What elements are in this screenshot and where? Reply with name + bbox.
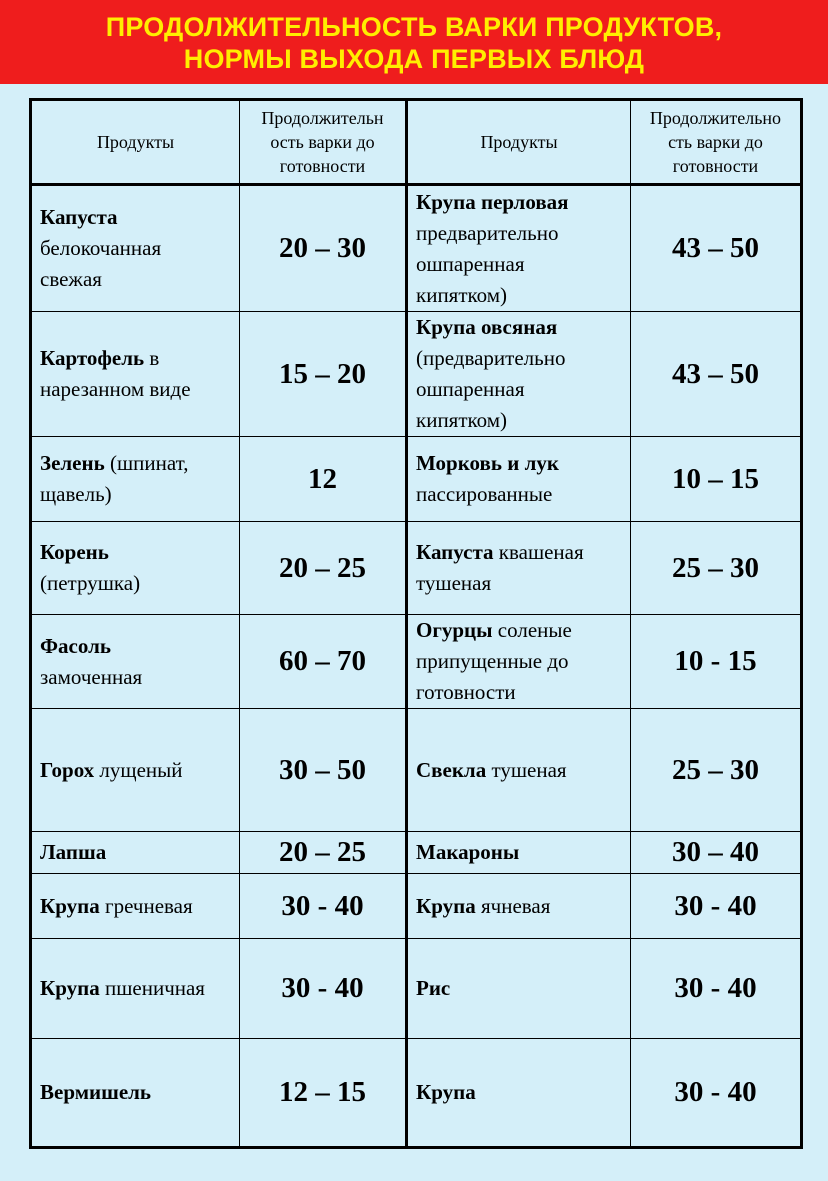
table-row <box>31 874 802 939</box>
product-cell <box>31 615 240 709</box>
cooking-time-cell: 12 <box>240 437 407 522</box>
product-cell <box>31 437 240 522</box>
cooking-time-cell: 43 – 50 <box>631 185 802 312</box>
product-name: Лапша <box>40 840 107 864</box>
product-detail: свежая <box>40 267 102 291</box>
product-detail: ячневая <box>475 893 551 918</box>
product-detail: нарезанном виде <box>40 377 191 401</box>
cooking-time-cell: 10 – 15 <box>631 437 802 522</box>
product-cell <box>407 1039 631 1148</box>
table-row <box>31 185 802 312</box>
product-detail: кипятком) <box>416 282 508 307</box>
product-detail: ошпаренная <box>416 377 525 401</box>
table-row <box>31 939 802 1039</box>
product-cell <box>31 874 240 939</box>
table-row <box>31 312 802 437</box>
product-detail: пшеничная <box>99 976 205 1000</box>
product-name: Вермишель <box>40 1080 152 1104</box>
product-detail: ошпаренная <box>416 251 525 276</box>
header-time-left-line: ость варки до <box>270 132 375 152</box>
header-time-left-line: Продолжительн <box>261 108 384 128</box>
cooking-time-cell: 20 – 30 <box>240 185 407 312</box>
product-cell <box>31 185 240 312</box>
table-row <box>31 615 802 709</box>
product-cell <box>31 939 240 1039</box>
product-name: Морковь и лук <box>416 451 559 475</box>
table-row <box>31 522 802 615</box>
product-cell <box>407 522 631 615</box>
product-name: Крупа <box>40 976 100 1000</box>
product-detail: замоченная <box>40 664 143 689</box>
table-row <box>31 709 802 832</box>
cooking-time-cell: 20 – 25 <box>240 832 407 874</box>
product-name: Фасоль <box>40 633 111 658</box>
product-name: Картофель <box>40 346 145 370</box>
product-detail: припущенные до <box>416 649 569 673</box>
product-cell <box>407 939 631 1039</box>
product-name: Зелень <box>40 451 105 475</box>
product-detail: кипятком) <box>416 408 508 432</box>
product-name: Крупа перловая <box>416 189 569 214</box>
cooking-time-cell: 30 - 40 <box>240 939 407 1039</box>
title-line-2: НОРМЫ ВЫХОДА ПЕРВЫХ БЛЮД <box>183 44 645 74</box>
title-banner <box>0 0 828 84</box>
header-row <box>31 100 802 185</box>
header-products-left: Продукты <box>31 100 240 185</box>
product-name: Макароны <box>416 840 520 864</box>
product-name: Корень <box>40 540 109 564</box>
header-time-left <box>240 100 407 185</box>
product-cell <box>407 709 631 832</box>
cooking-time-cell: 43 – 50 <box>631 312 802 437</box>
product-cell <box>31 832 240 874</box>
title-line-1: ПРОДОЛЖИТЕЛЬНОСТЬ ВАРКИ ПРОДУКТОВ, <box>105 12 723 42</box>
cooking-time-cell: 30 – 50 <box>240 709 407 832</box>
product-cell <box>407 185 631 312</box>
product-detail: пассированные <box>416 482 553 506</box>
product-name: Крупа <box>416 893 476 918</box>
header-time-right-line: Продолжительно <box>649 108 782 128</box>
header-products-right: Продукты <box>407 100 631 185</box>
product-cell <box>407 312 631 437</box>
product-cell <box>407 615 631 709</box>
product-detail: (шпинат, <box>104 451 189 475</box>
cooking-time-cell: 30 - 40 <box>240 874 407 939</box>
product-name: Крупа <box>416 1080 476 1104</box>
product-detail: (петрушка) <box>40 571 141 595</box>
table-row <box>31 437 802 522</box>
cooking-time-cell: 30 - 40 <box>631 1039 802 1148</box>
cooking-time-cell: 15 – 20 <box>240 312 407 437</box>
product-detail: щавель) <box>40 482 112 506</box>
product-detail: тушеная <box>416 571 492 595</box>
product-cell <box>31 312 240 437</box>
table-row <box>31 832 802 874</box>
product-name: Капуста <box>40 205 118 229</box>
product-name: Рис <box>416 976 451 1000</box>
product-name: Капуста <box>416 540 494 564</box>
product-detail: белокочанная <box>40 236 162 260</box>
product-detail: предварительно <box>416 220 559 245</box>
product-detail: гречневая <box>99 893 193 918</box>
cooking-time-cell: 30 - 40 <box>631 874 802 939</box>
product-detail: (предварительно <box>416 346 566 370</box>
cooking-time-cell: 30 - 40 <box>631 939 802 1039</box>
product-cell <box>407 437 631 522</box>
product-detail: в <box>144 346 160 370</box>
product-cell <box>407 874 631 939</box>
product-name: Горох <box>40 757 95 782</box>
cooking-time-cell: 30 – 40 <box>631 832 802 874</box>
product-detail: тушеная <box>486 757 567 782</box>
product-name: Огурцы <box>416 618 493 642</box>
header-time-right <box>631 100 802 185</box>
cooking-time-cell: 60 – 70 <box>240 615 407 709</box>
table-row <box>31 1039 802 1148</box>
product-detail: готовности <box>416 680 516 704</box>
product-detail: квашеная <box>493 540 584 564</box>
cooking-time-cell: 25 – 30 <box>631 709 802 832</box>
cooking-time-cell: 20 – 25 <box>240 522 407 615</box>
cooking-time-cell: 12 – 15 <box>240 1039 407 1148</box>
product-cell <box>31 522 240 615</box>
product-detail: лущеный <box>94 757 183 782</box>
cooking-time-cell: 10 - 15 <box>631 615 802 709</box>
product-cell <box>407 832 631 874</box>
product-name: Крупа овсяная <box>416 315 558 339</box>
cooking-time-cell: 25 – 30 <box>631 522 802 615</box>
header-time-right-line: готовности <box>672 156 759 176</box>
product-name: Крупа <box>40 893 100 918</box>
product-cell <box>31 709 240 832</box>
header-time-left-line: готовности <box>279 156 366 176</box>
cooking-time-table <box>29 98 803 1149</box>
product-name: Свекла <box>416 757 487 782</box>
product-cell <box>31 1039 240 1148</box>
header-time-right-line: сть варки до <box>668 132 763 152</box>
product-detail: соленые <box>492 618 572 642</box>
